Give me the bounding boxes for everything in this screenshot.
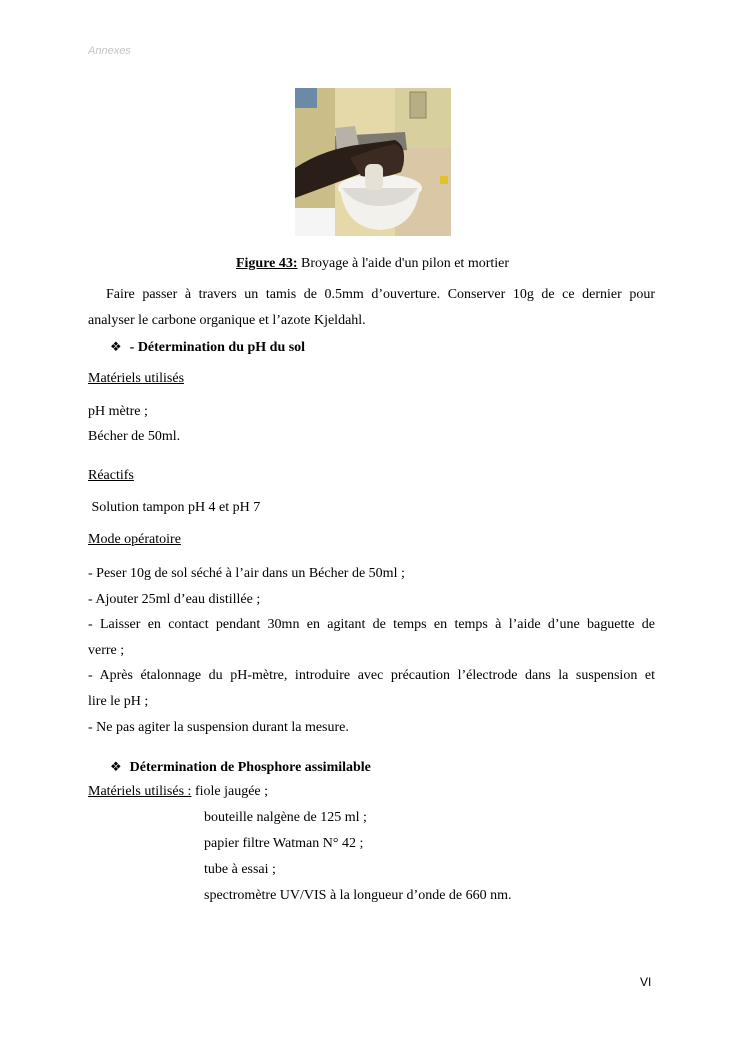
ph-materiels-heading: Matériels utilisés [88, 371, 185, 386]
running-header: Annexes [88, 45, 131, 57]
p-materiels-heading: Matériels utilisés : [88, 784, 192, 799]
ph-materiel-item: pH mètre ; [88, 404, 148, 419]
ph-mode-heading: Mode opératoire [88, 532, 181, 547]
p-materiel-item: papier filtre Watman N° 42 ; [204, 836, 364, 851]
p-materiel-item: spectromètre UV/VIS à la longueur d’onde de 660 nm. [204, 888, 512, 903]
ph-reactifs-heading: Réactifs [88, 468, 134, 483]
section-p-title: Détermination de Phosphore assimilable [129, 760, 371, 775]
diamond-bullet-icon: ❖ [110, 339, 122, 354]
figure-caption [0, 256, 745, 272]
p-materiels-first-line [88, 782, 655, 802]
ph-step: - Laisser en contact pendant 30mn en agitant de temps en temps à l’aide d’une baguette de [88, 617, 655, 632]
intro-line-1: Faire passer à travers un tamis de 0.5mm d’ouverture. Conserver 10g de ce dernier pour [106, 287, 655, 302]
section-ph-heading [110, 337, 677, 358]
section-p-heading [110, 757, 677, 778]
diamond-bullet-icon: ❖ [110, 759, 122, 774]
page-number: VI [640, 975, 652, 989]
intro-line-2: analyser le carbone organique et l’azote Kjeldahl. [88, 313, 366, 328]
p-materiel-item: fiole jaugée ; [191, 784, 269, 799]
figure-caption-text: Broyage à l'aide d'un pilon et mortier [297, 256, 510, 271]
p-materiel-item: bouteille nalgène de 125 ml ; [204, 810, 367, 825]
ph-step: - Peser 10g de sol séché à l’air dans un Bécher de 50ml ; [88, 566, 405, 581]
figure-photo-mortar-pestle [295, 88, 451, 236]
ph-step: - Ajouter 25ml d’eau distillée ; [88, 592, 261, 607]
ph-materiel-item: Bécher de 50ml. [88, 429, 181, 444]
ph-step: - Ne pas agiter la suspension durant la mesure. [88, 720, 349, 735]
ph-step: - Après étalonnage du pH-mètre, introduire avec précaution l’électrode dans la suspension et [88, 668, 655, 683]
ph-step: verre ; [88, 643, 125, 658]
ph-reactifs-text: Solution tampon pH 4 et pH 7 [88, 500, 261, 515]
p-materiel-item: tube à essai ; [204, 862, 276, 877]
ph-step: lire le pH ; [88, 694, 149, 709]
section-ph-title: - Détermination du pH du sol [129, 340, 306, 355]
figure-label: Figure 43: [235, 256, 298, 271]
